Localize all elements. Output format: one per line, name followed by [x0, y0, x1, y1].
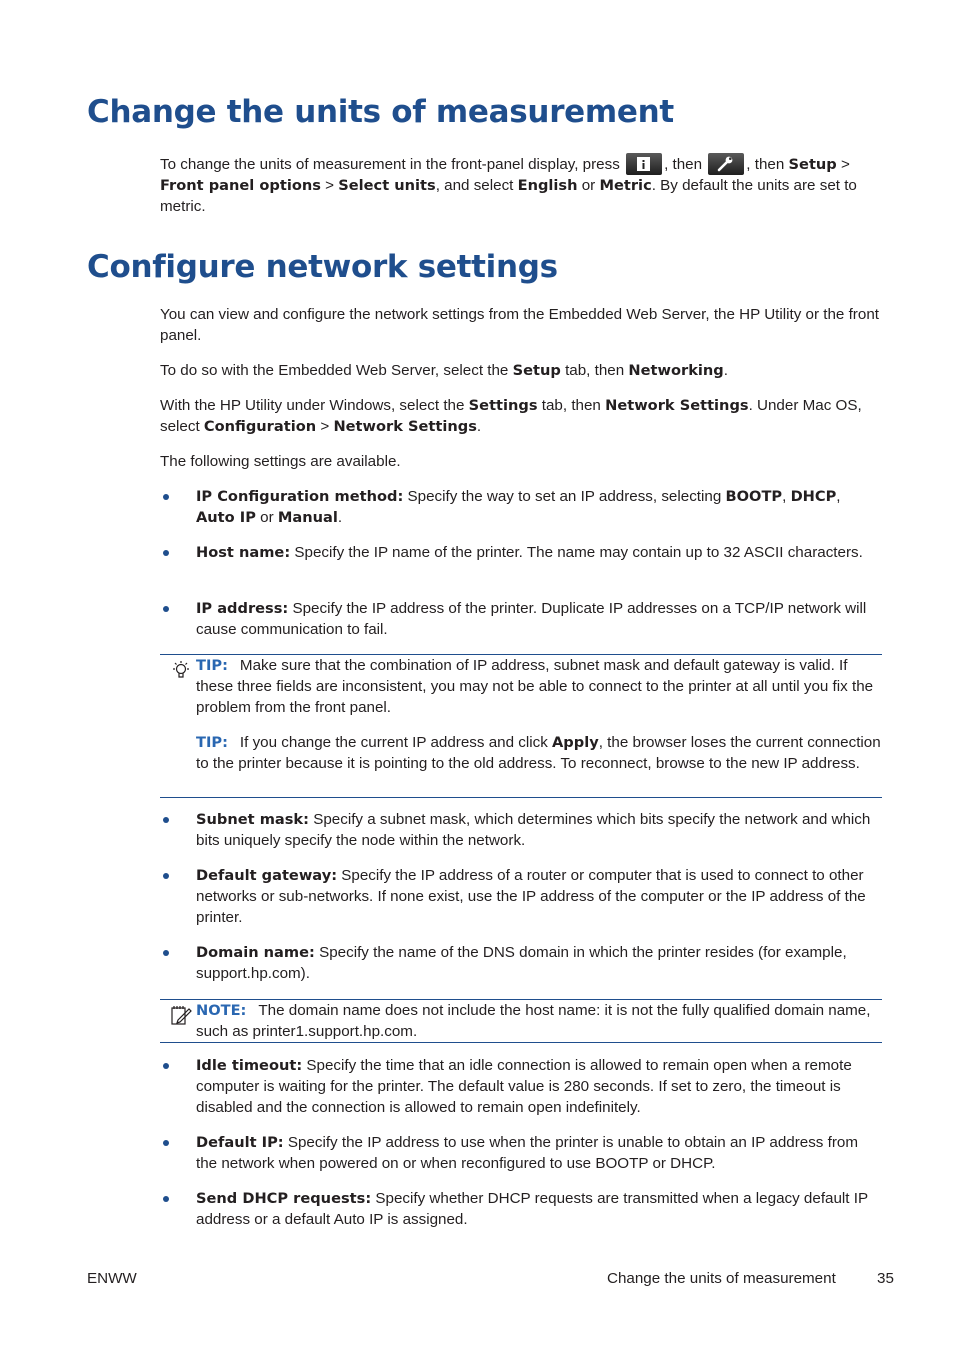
setup-label: Setup	[788, 156, 837, 173]
units-text: To change the units of measurement in the front-panel display, press	[160, 156, 620, 173]
info-icon	[626, 153, 662, 175]
note-box	[160, 999, 882, 1043]
bullet	[163, 873, 169, 879]
list-item-idle-timeout: Idle timeout: Specify the time that an idle connection is allowed to remain open when a remote computer is waiting for the printer. The default value is 280 seconds. If set to zero, the timeout is disabled and the connection is allowed to remain open indefinitely.	[160, 1055, 882, 1118]
tip-1: TIP: Make sure that the combination of IP address, subnet mask and default gateway is valid. If these three fields are inconsistent, you may not be able to connect to the printer at all until you fix the problem from the front panel.	[196, 657, 874, 716]
list-item-send-dhcp: Send DHCP requests: Specify whether DHCP requests are transmitted when a legacy default IP address or a default Auto IP is assigned.	[160, 1188, 882, 1230]
bullet	[163, 606, 169, 612]
tip-label: TIP:	[196, 657, 228, 674]
heading-change-units: Change the units of measurement	[87, 94, 674, 130]
tip-label: TIP:	[196, 734, 228, 751]
wrench-icon	[708, 153, 744, 175]
hp-utility-paragraph: With the HP Utility under Windows, select the Settings tab, then Network Settings. Under Mac OS, select Configuration > Network Settings.	[160, 397, 862, 435]
list-item-ip-address: IP address: Specify the IP address of the printer. Duplicate IP addresses on a TCP/IP network will cause communication to fail.	[160, 598, 882, 640]
bullet	[163, 950, 169, 956]
list-item-default-ip: Default IP: Specify the IP address to use when the printer is unable to obtain an IP address from the network when powered on or when reconfigured to use BOOTP or DHCP.	[160, 1132, 882, 1174]
list-item-ip-configuration: IP Configuration method: Specify the way to set an IP address, selecting BOOTP, DHCP, Auto IP or Manual.	[160, 486, 882, 528]
footer-left: ENWW	[87, 1270, 137, 1287]
list-item-host-name: Host name: Specify the IP name of the printer. The name may contain up to 32 ASCII characters.	[160, 542, 882, 563]
tip-2: TIP: If you change the current IP address and click Apply, the browser loses the current connection to the printer because it is pointing to the old address. To reconnect, browse to the new IP address.	[196, 734, 881, 772]
bullet	[163, 1063, 169, 1069]
list-item-domain-name: Domain name: Specify the name of the DNS domain in which the printer resides (for example, support.hp.com).	[160, 942, 882, 984]
page-number: 35	[877, 1270, 894, 1287]
lightbulb-icon	[170, 659, 192, 681]
front-panel-options-label: Front panel options	[160, 177, 321, 194]
ews-paragraph: To do so with the Embedded Web Server, select the Setup tab, then Networking.	[160, 362, 728, 379]
select-units-label: Select units	[338, 177, 436, 194]
note-label: NOTE:	[196, 1002, 247, 1019]
bullet	[163, 1196, 169, 1202]
tip-box	[160, 654, 882, 798]
footer-section: Change the units of measurement	[607, 1270, 836, 1287]
heading-configure-network: Configure network settings	[87, 249, 558, 285]
english-label: English	[517, 177, 578, 194]
bullet	[163, 1140, 169, 1146]
metric-label: Metric	[599, 177, 652, 194]
network-intro: You can view and configure the network settings from the Embedded Web Server, the HP Utility or the front panel.	[160, 306, 879, 344]
note-pencil-icon	[170, 1004, 192, 1026]
bullet	[163, 550, 169, 556]
following-settings: The following settings are available.	[160, 453, 401, 470]
units-paragraph: To change the units of measurement in the front-panel display, press , then , then Setup > Front panel options > Select units, and select English or Metric. By default the units are set to metric.	[160, 153, 882, 217]
bullet	[163, 817, 169, 823]
list-item-default-gateway: Default gateway: Specify the IP address of a router or computer that is used to connect to other networks or sub-networks. If none exist, use the IP address of the computer or the IP address of the printer.	[160, 865, 882, 928]
bullet	[163, 494, 169, 500]
list-item-subnet-mask: Subnet mask: Specify a subnet mask, which determines which bits specify the network and which bits uniquely specify the node within the network.	[160, 809, 882, 851]
note-text: NOTE: The domain name does not include the host name: it is not the fully qualified domain name, such as printer1.support.hp.com.	[196, 1002, 871, 1040]
